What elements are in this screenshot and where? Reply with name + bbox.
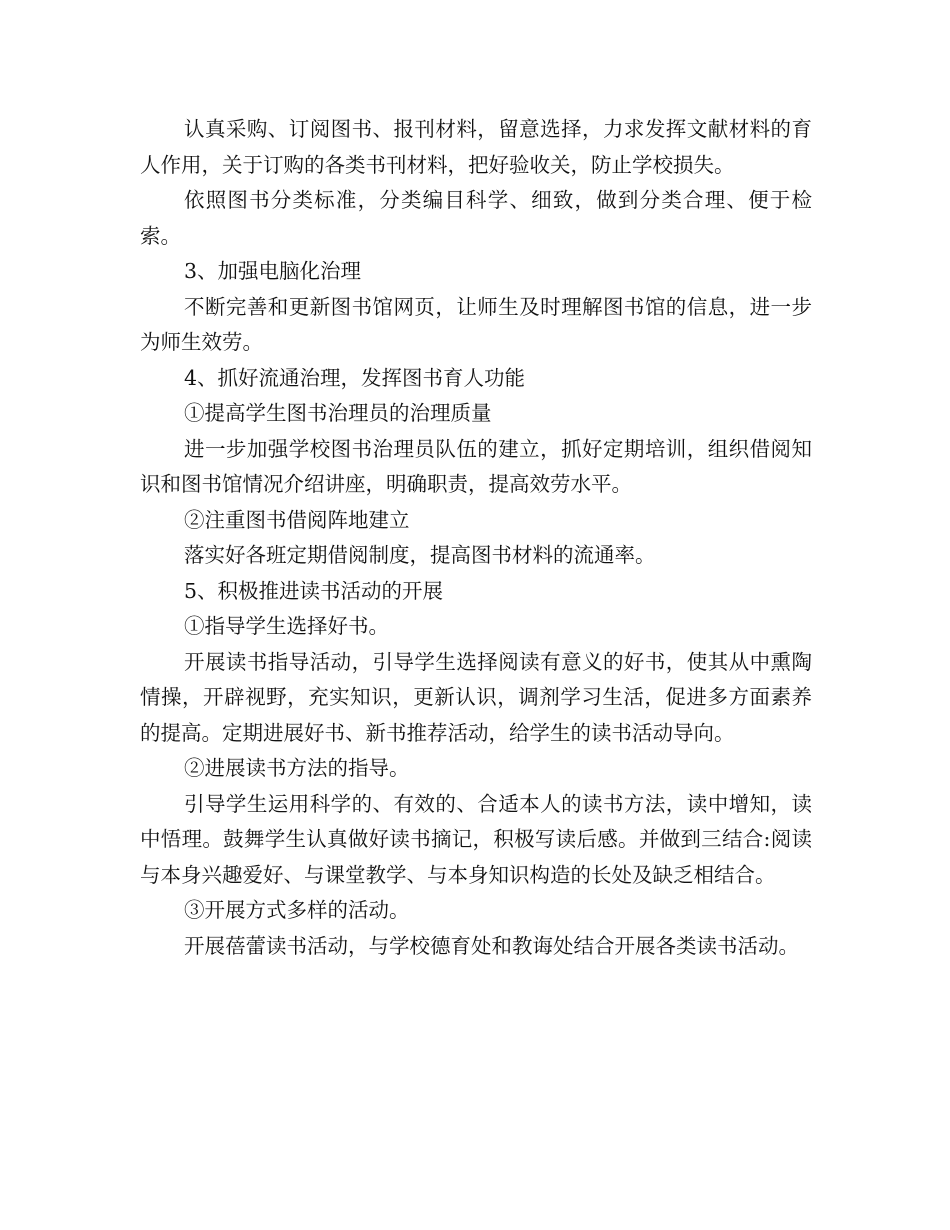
paragraph-reading-guidance: 开展读书指导活动，引导学生选择阅读有意义的好书，使其从中熏陶情操，开辟视野，充实知识，更新认识，调剂学习生活，促进多方面素养的提高。定期进展好书、新书推荐活动，给学生的读书活动导向。 (140, 649, 812, 745)
heading-computerization: 3、加强电脑化治理 (184, 259, 362, 283)
paragraph-training: 进一步加强学校图书治理员队伍的建立，抓好定期培训，组织借阅知识和图书馆情况介绍讲座，明确职责，提高效劳水平。 (140, 436, 812, 496)
subheading-choose-books: ①指导学生选择好书。 (184, 614, 389, 638)
paragraph-borrowing-system: 落实好各班定期借阅制度，提高图书材料的流通率。 (184, 543, 656, 567)
document-body (140, 112, 812, 964)
paragraph-cataloging: 依照图书分类标准，分类编目科学、细致，做到分类合理、便于检索。 (140, 188, 812, 248)
paragraph-website: 不断完善和更新图书馆网页，让师生及时理解图书馆的信息，进一步为师生效劳。 (140, 294, 812, 354)
subheading-activities: ③开展方式多样的活动。 (184, 898, 410, 922)
paragraph-reading-methods: 引导学生运用科学的、有效的、合适本人的读书方法，读中增知，读中悟理。鼓舞学生认真做好读书摘记，积极写读后感。并做到三结合:阅读与本身兴趣爱好、与课堂教学、与本身知识构造的长处及缺乏相结合。 (140, 791, 812, 887)
subheading-student-librarians: ①提高学生图书治理员的治理质量 (184, 401, 492, 425)
paragraph-activities: 开展蓓蕾读书活动，与学校德育处和教诲处结合开展各类读书活动。 (184, 933, 799, 958)
subheading-borrowing: ②注重图书借阅阵地建立 (184, 507, 410, 532)
paragraph-acquisition: 认真采购、订阅图书、报刊材料，留意选择，力求发挥文献材料的育人作用，关于订购的各类书刊材料，把好验收关，防止学校损失。 (140, 117, 812, 177)
heading-reading-activities: 5、积极推进读书活动的开展 (184, 578, 444, 603)
heading-circulation: 4、抓好流通治理，发挥图书育人功能 (184, 365, 526, 390)
subheading-reading-methods: ②进展读书方法的指导。 (184, 756, 410, 780)
